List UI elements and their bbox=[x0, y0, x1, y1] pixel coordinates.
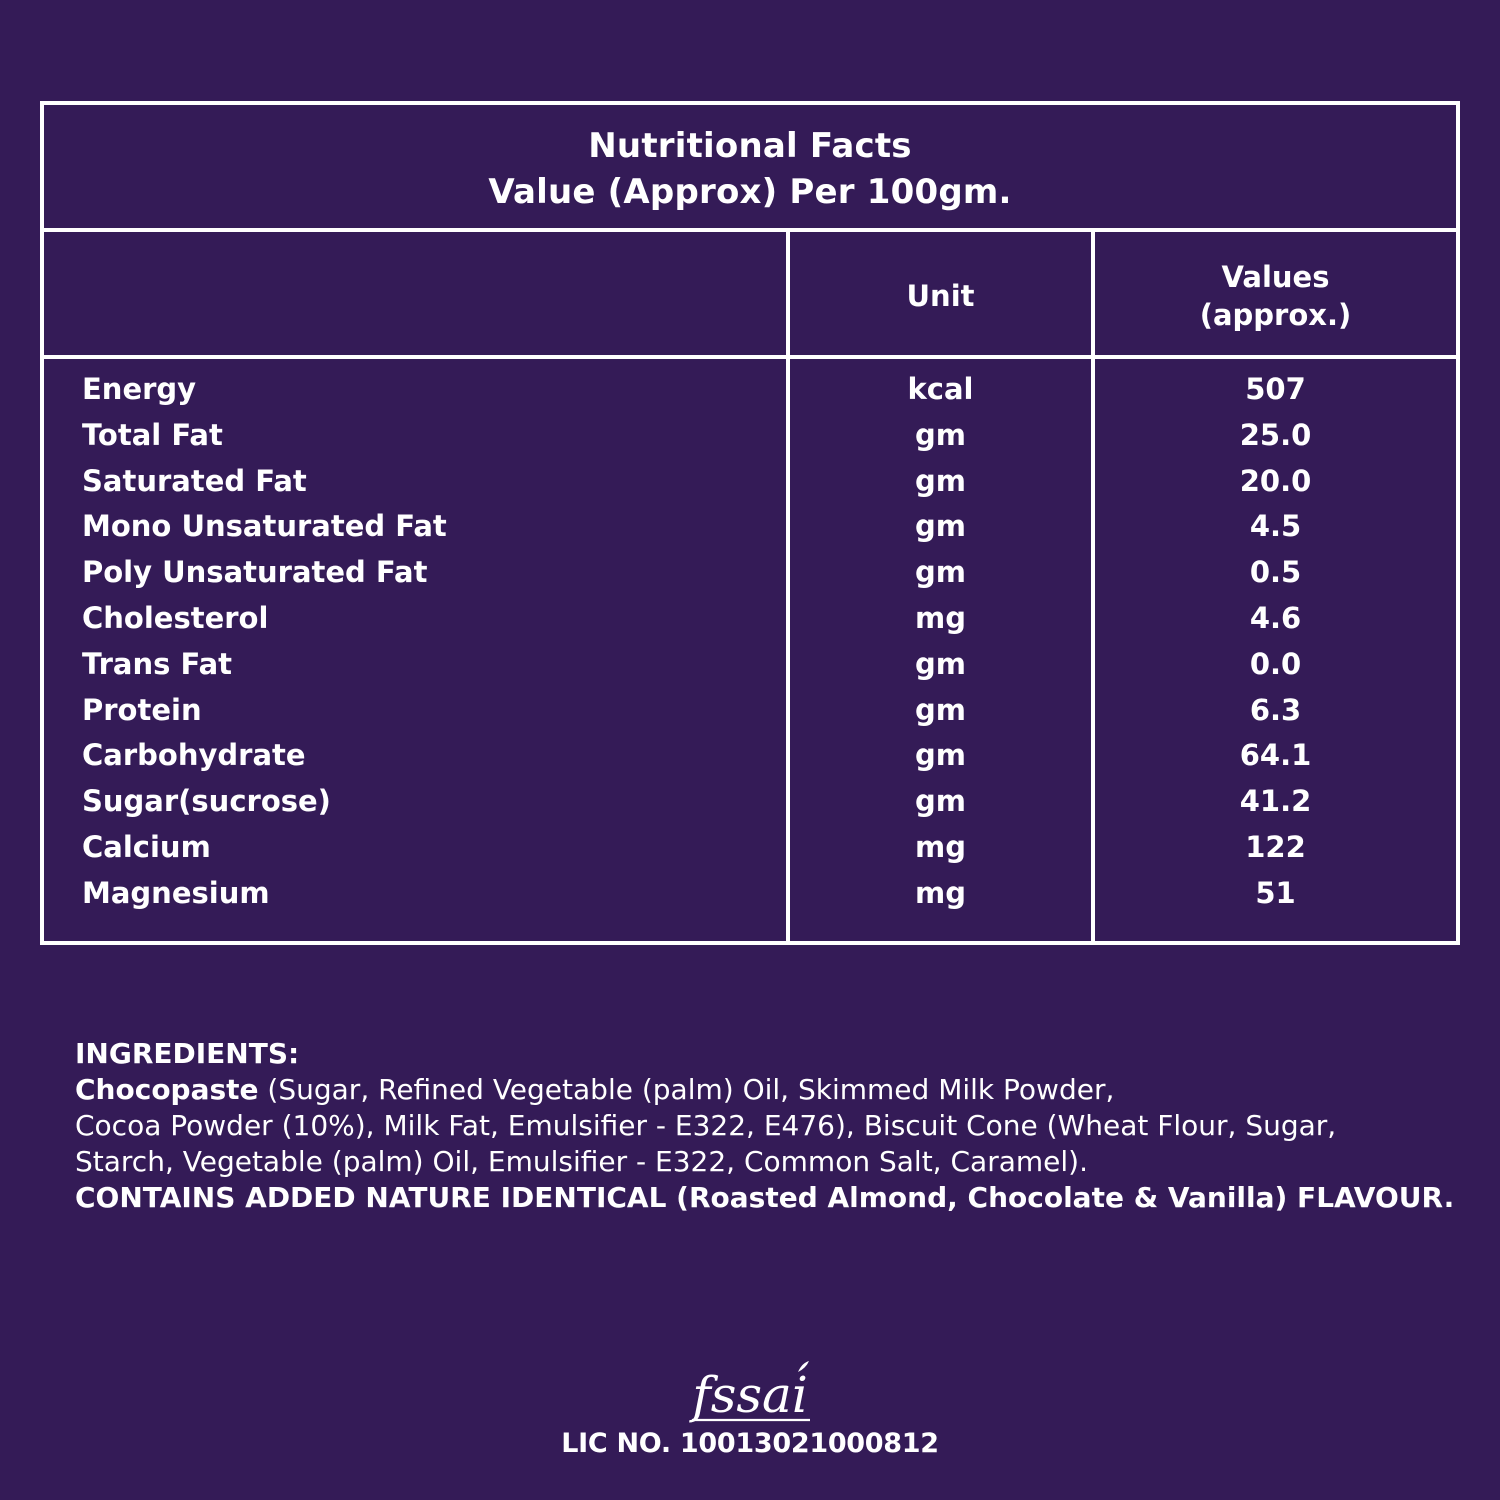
ingredients-heading: INGREDIENTS: bbox=[75, 1037, 300, 1070]
unit-column-header bbox=[790, 236, 1091, 355]
ingredients-line-3: Starch, Vegetable (palm) Oil, Emulsifier - E322, Common Salt, Caramel). bbox=[75, 1145, 1088, 1178]
table-title-line1: Nutritional Facts bbox=[588, 126, 912, 166]
table-row bbox=[44, 825, 1456, 871]
unit-header-label: Unit bbox=[906, 278, 975, 313]
nutrient-value: 4.5 bbox=[1249, 509, 1302, 544]
nutrient-name: Mono Unsaturated Fat bbox=[82, 509, 447, 544]
nutrient-name: Sugar(sucrose) bbox=[82, 784, 331, 819]
nutrient-unit: mg bbox=[915, 600, 966, 635]
table-row bbox=[44, 413, 1456, 459]
nutrient-value: 122 bbox=[1245, 829, 1306, 864]
nutrient-name: Calcium bbox=[82, 829, 211, 864]
values-header-line1: Values bbox=[1221, 259, 1330, 294]
header-divider bbox=[44, 355, 1456, 359]
nutrient-name: Protein bbox=[82, 692, 202, 727]
table-title-line2: Value (Approx) Per 100gm. bbox=[488, 172, 1012, 212]
table-row bbox=[44, 871, 1456, 917]
nutrient-unit: gm bbox=[915, 738, 966, 773]
table-row bbox=[44, 459, 1456, 505]
nutrient-unit: gm bbox=[915, 463, 966, 498]
nutrient-unit: gm bbox=[915, 509, 966, 544]
nutrient-unit: mg bbox=[915, 875, 966, 910]
table-row bbox=[44, 596, 1456, 642]
nutrient-unit: gm bbox=[915, 417, 966, 452]
nutrient-value: 0.0 bbox=[1249, 646, 1302, 681]
nutrient-value: 0.5 bbox=[1249, 555, 1302, 590]
nutrient-value: 51 bbox=[1255, 875, 1296, 910]
values-header-line2: (approx.) bbox=[1199, 297, 1352, 332]
nutrient-value: 507 bbox=[1245, 372, 1306, 406]
nutrient-unit: gm bbox=[915, 555, 966, 590]
table-row bbox=[44, 779, 1456, 825]
license-number: LIC NO. 10013021000812 bbox=[561, 1428, 939, 1459]
nutrient-name: Cholesterol bbox=[82, 600, 269, 635]
table-row bbox=[44, 367, 1456, 413]
table-row bbox=[44, 733, 1456, 779]
footer bbox=[0, 1358, 1500, 1462]
nutrient-unit: gm bbox=[915, 646, 966, 681]
ingredient-chocopaste: Chocopaste bbox=[75, 1073, 259, 1106]
flavour-note: CONTAINS ADDED NATURE IDENTICAL (Roasted Almond, Chocolate & Vanilla) FLAVOUR. bbox=[75, 1181, 1455, 1214]
nutrient-name: Carbohydrate bbox=[82, 738, 306, 773]
nutrient-value: 64.1 bbox=[1239, 738, 1312, 773]
nutrition-facts-table bbox=[40, 101, 1460, 945]
nutrient-unit: gm bbox=[915, 784, 966, 819]
nutrient-name: Magnesium bbox=[82, 875, 270, 910]
nutrient-name: Energy bbox=[82, 372, 197, 406]
ingredients-line-2: Cocoa Powder (10%), Milk Fat, Emulsifier - E322, E476), Biscuit Cone (Wheat Flour, Sugar, bbox=[75, 1109, 1337, 1142]
nutrient-name: Trans Fat bbox=[82, 646, 233, 681]
nutrient-name: Saturated Fat bbox=[82, 463, 307, 498]
values-column-header bbox=[1095, 236, 1456, 355]
nutrient-value: 41.2 bbox=[1239, 784, 1312, 819]
svg-text:fssai: fssai bbox=[692, 1366, 808, 1424]
ingredients-section bbox=[75, 1036, 1475, 1216]
nutrient-unit: mg bbox=[915, 829, 966, 864]
ingredients-line-1 bbox=[75, 1072, 1475, 1108]
nutrient-value: 6.3 bbox=[1249, 692, 1302, 727]
table-title bbox=[44, 105, 1456, 232]
table-row bbox=[44, 642, 1456, 688]
table-row bbox=[44, 688, 1456, 734]
nutrient-unit: kcal bbox=[907, 372, 974, 406]
fssai-logo bbox=[680, 1358, 820, 1424]
table-row bbox=[44, 550, 1456, 596]
nutrient-unit: gm bbox=[915, 692, 966, 727]
nutrient-value: 20.0 bbox=[1239, 463, 1312, 498]
nutrient-value: 4.6 bbox=[1249, 600, 1302, 635]
table-row bbox=[44, 504, 1456, 550]
nutrient-rows bbox=[44, 367, 1456, 917]
nutrient-name: Total Fat bbox=[82, 417, 223, 452]
ingredients-line-1-text: (Sugar, Refined Vegetable (palm) Oil, Skimmed Milk Powder, bbox=[258, 1073, 1115, 1106]
nutrient-value: 25.0 bbox=[1239, 417, 1312, 452]
nutrient-name: Poly Unsaturated Fat bbox=[82, 555, 428, 590]
